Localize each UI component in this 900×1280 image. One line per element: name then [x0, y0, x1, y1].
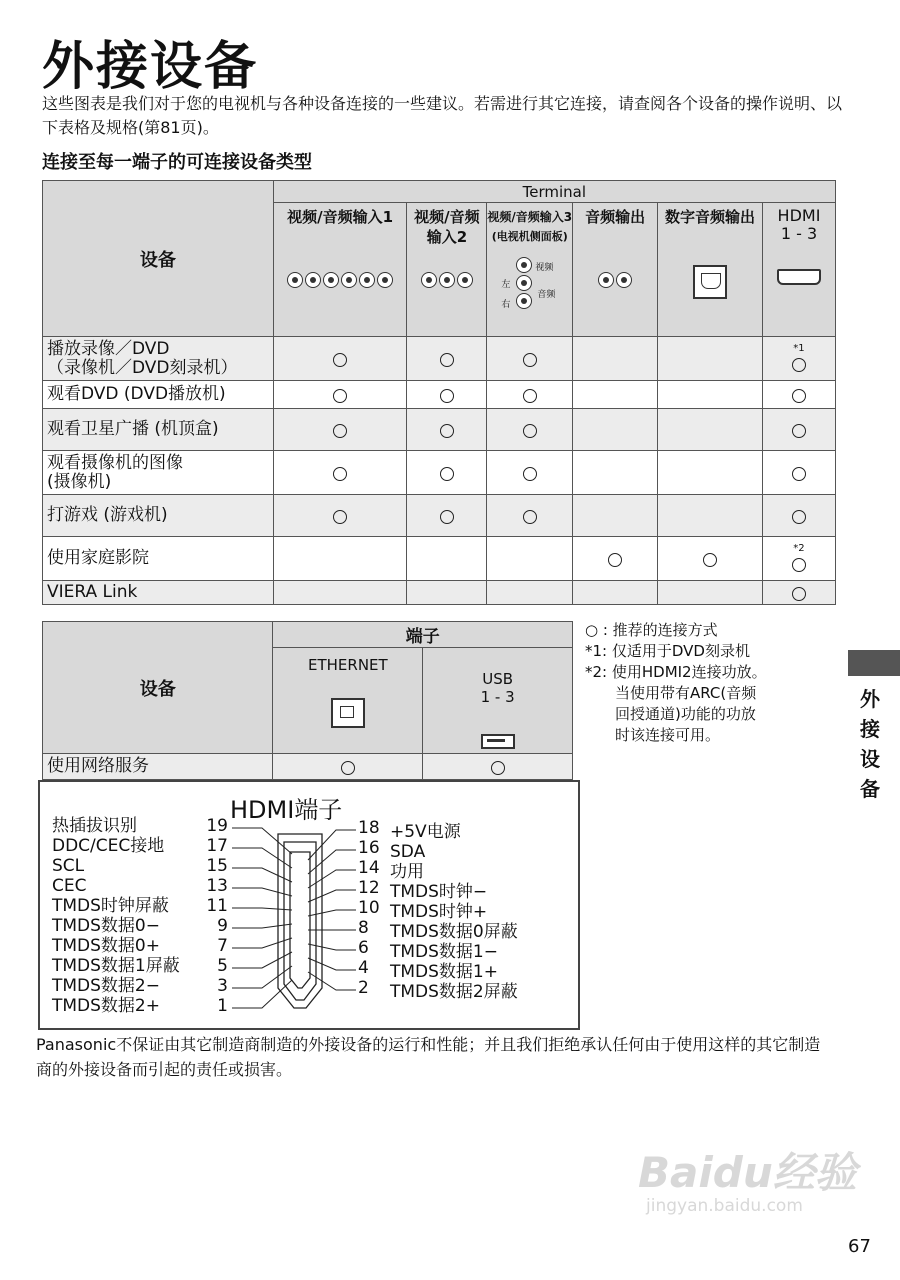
hdmi-pin-lead [232, 938, 292, 948]
hdmi-pin-number: 19 [206, 816, 228, 836]
hdmi-pin-label: TMDS数据2+ [52, 996, 160, 1016]
hdmi-pin-number: 17 [206, 836, 228, 856]
hdmi-pinout-box [38, 780, 580, 1030]
hdmi-pin-number: 3 [217, 976, 228, 996]
footnote-marker: *2 [793, 543, 805, 554]
page-number: 67 [848, 1236, 871, 1257]
table-row [43, 381, 836, 409]
hdmi-pin-label: TMDS数据2− [52, 976, 160, 996]
cell-mark [573, 495, 658, 537]
cell-mark [762, 337, 835, 381]
recommended-circle-icon [333, 510, 347, 524]
hdmi-pin-lead [232, 828, 292, 854]
cell-mark [273, 754, 423, 780]
recommended-circle-icon [440, 510, 454, 524]
hdmi-title: HDMI端子 [230, 796, 343, 824]
hdmi-pin-lead [232, 848, 292, 868]
cell-mark [273, 381, 407, 409]
recommended-circle-icon [608, 553, 622, 567]
legend-line: *2: 使用HDMI2连接功放。 [585, 663, 767, 681]
hdmi-pin-label: TMDS数据2屏蔽 [390, 982, 518, 1002]
table-row [43, 495, 836, 537]
cell-mark [487, 451, 573, 495]
av-in-1-jacks-icon [274, 269, 407, 289]
cell-mark [273, 581, 407, 605]
cell-mark [762, 451, 835, 495]
hdmi-pin-label: +5V电源 [390, 822, 461, 842]
terminal-header: Terminal [273, 181, 835, 203]
cell-mark [273, 409, 407, 451]
cell-mark [487, 409, 573, 451]
hdmi-pin-number: 4 [358, 958, 369, 978]
col-av-in-2: 视频/音频输入2 [407, 203, 487, 337]
legend-line: *1: 仅适用于DVD刻录机 [585, 642, 750, 660]
hdmi-pin-lead [232, 966, 292, 988]
legend-line: 时该连接可用。 [615, 726, 721, 744]
cell-mark [423, 754, 573, 780]
row-device-label: 使用网络服务 [43, 754, 273, 780]
network-table [42, 621, 573, 780]
usb-port-icon [481, 734, 515, 749]
disclaimer: Panasonic不保证由其它制造商制造的外接设备的运行和性能；并且我们拒绝承认任何由于使用这样的其它制造商的外接设备而引起的责任或损害。 [36, 1035, 821, 1079]
hdmi-pin-label: TMDS数据0屏蔽 [390, 922, 518, 942]
hdmi-pin-label: SDA [390, 842, 426, 862]
hdmi-pin-lead [232, 924, 292, 928]
table-row [43, 451, 836, 495]
hdmi-pin-label: 功用 [390, 862, 424, 882]
recommended-circle-icon [792, 389, 806, 403]
connection-table [42, 180, 836, 605]
col-ethernet: ETHERNET [273, 648, 423, 754]
cell-mark [407, 337, 487, 381]
cell-mark [407, 381, 487, 409]
recommended-circle-icon [523, 353, 537, 367]
side-tab-label: 外 接 设 备 [860, 687, 880, 801]
cell-mark [658, 381, 763, 409]
row-device-label: 观看DVD (DVD播放机) [43, 381, 274, 409]
cell-mark [273, 495, 407, 537]
col-usb: USB 1 - 3 [423, 648, 573, 754]
baidu-watermark-logo: Baidu经验 [638, 1148, 857, 1197]
col-av-in-1: 视频/音频输入1 [273, 203, 407, 337]
recommended-circle-icon [440, 353, 454, 367]
recommended-circle-icon [792, 558, 806, 572]
cell-mark [658, 537, 763, 581]
cell-mark [407, 581, 487, 605]
hdmi-pin-number: 9 [217, 916, 228, 936]
recommended-circle-icon [341, 761, 355, 775]
cell-mark [487, 581, 573, 605]
col-hdmi: HDMI 1 - 3 [762, 203, 835, 337]
hdmi-pin-number: 10 [358, 898, 380, 918]
intro-text: 这些图表是我们对于您的电视机与各种设备连接的一些建议。若需进行其它连接，请查阅各个设备的操作说明、以下表格及规格(第81页)。 [42, 94, 843, 137]
legend-line: 回授通道)功能的功放 [615, 705, 756, 723]
av-in-3-jacks-icon: 视频 左 右 音频 [487, 255, 572, 311]
row-device-label: 打游戏 (游戏机) [43, 495, 274, 537]
cell-mark [762, 581, 835, 605]
ethernet-port-icon [331, 698, 365, 728]
row-device-label: 观看卫星广播 (机顶盒) [43, 409, 274, 451]
hdmi-pin-number: 6 [358, 938, 369, 958]
hdmi-pin-number: 18 [358, 818, 380, 838]
row-device-label: 使用家庭影院 [43, 537, 274, 581]
row-device-label: VIERA Link [43, 581, 274, 605]
recommended-circle-icon [703, 553, 717, 567]
recommended-circle-icon [523, 389, 537, 403]
hdmi-pin-number: 15 [206, 856, 228, 876]
row-device-label: 播放录像／DVD （录像机／DVD刻录机） [43, 337, 274, 381]
cell-mark [273, 537, 407, 581]
cell-mark [487, 337, 573, 381]
cell-mark [407, 451, 487, 495]
hdmi-pin-lead [232, 908, 292, 910]
table-row [43, 581, 836, 605]
legend-line: ○ : 推荐的连接方式 [585, 621, 718, 639]
cell-mark [273, 451, 407, 495]
hdmi-pin-number: 5 [217, 956, 228, 976]
recommended-circle-icon [333, 353, 347, 367]
hdmi-pin-lead [308, 870, 356, 888]
cell-mark [658, 495, 763, 537]
cell-mark [573, 537, 658, 581]
hdmi-pin-lead [232, 888, 292, 896]
net-device-header: 设备 [43, 622, 273, 754]
cell-mark [407, 409, 487, 451]
recommended-circle-icon [523, 424, 537, 438]
hdmi-pin-number: 8 [358, 918, 369, 938]
recommended-circle-icon [792, 587, 806, 601]
recommended-circle-icon [792, 424, 806, 438]
recommended-circle-icon [333, 424, 347, 438]
hdmi-pin-number: 14 [358, 858, 380, 878]
footnote-marker: *1 [793, 343, 805, 354]
table-row [43, 409, 836, 451]
hdmi-pin-label: TMDS时钟+ [390, 902, 488, 922]
cell-mark [762, 409, 835, 451]
col-audio-out: 音频输出 [573, 203, 658, 337]
cell-mark [573, 337, 658, 381]
recommended-circle-icon [440, 424, 454, 438]
cell-mark [573, 451, 658, 495]
hdmi-pin-number: 16 [358, 838, 380, 858]
hdmi-port-icon [763, 269, 835, 290]
hdmi-pin-label: TMDS数据1屏蔽 [52, 956, 180, 976]
table-row [43, 754, 573, 780]
cell-mark [762, 537, 835, 581]
cell-mark [407, 495, 487, 537]
recommended-circle-icon [491, 761, 505, 775]
hdmi-pin-lead [308, 890, 356, 902]
net-terminal-header: 端子 [273, 622, 573, 648]
cell-mark [487, 381, 573, 409]
cell-mark [573, 409, 658, 451]
av-in-2-jacks-icon [407, 269, 486, 289]
cell-mark [573, 381, 658, 409]
recommended-circle-icon [440, 389, 454, 403]
recommended-circle-icon [333, 467, 347, 481]
recommended-circle-icon [792, 510, 806, 524]
cell-mark [658, 581, 763, 605]
hdmi-pin-lead [308, 958, 356, 970]
recommended-circle-icon [792, 358, 806, 372]
recommended-circle-icon [440, 467, 454, 481]
page-title: 外接设备 [42, 37, 259, 97]
hdmi-pin-label: DDC/CEC接地 [52, 836, 165, 856]
recommended-circle-icon [523, 467, 537, 481]
hdmi-pin-label: TMDS时钟− [390, 882, 488, 902]
hdmi-pin-lead [308, 910, 356, 916]
hdmi-pin-lead [232, 952, 292, 968]
hdmi-pin-number: 12 [358, 878, 380, 898]
legend [585, 620, 767, 746]
col-digital-audio-out: 数字音频输出 [658, 203, 763, 337]
col-av-in-3: 视频/音频输入3 (电视机侧面板) 视频 左 右 音频 [487, 203, 573, 337]
hdmi-pin-label: CEC [52, 876, 87, 896]
hdmi-pin-lead [308, 944, 356, 950]
side-tab-bar [848, 650, 900, 676]
hdmi-pin-number: 13 [206, 876, 228, 896]
hdmi-pin-label: SCL [52, 856, 85, 876]
hdmi-pin-label: TMDS数据0− [52, 916, 160, 936]
hdmi-pin-number: 2 [358, 978, 369, 998]
hdmi-pin-lead [232, 868, 292, 882]
recommended-circle-icon [792, 467, 806, 481]
optical-port-icon [658, 265, 762, 304]
section-subtitle: 连接至每一端子的可连接设备类型 [42, 152, 312, 173]
row-device-label: 观看摄像机的图像 (摄像机) [43, 451, 274, 495]
cell-mark [658, 337, 763, 381]
hdmi-pin-lead [308, 972, 356, 990]
hdmi-connector-diagram [40, 782, 578, 1028]
cell-mark [407, 537, 487, 581]
hdmi-pin-label: TMDS数据1− [390, 942, 498, 962]
cell-mark [487, 495, 573, 537]
hdmi-pin-label: TMDS时钟屏蔽 [52, 896, 169, 916]
hdmi-pin-number: 7 [217, 936, 228, 956]
recommended-circle-icon [333, 389, 347, 403]
hdmi-pin-label: 热插拔识别 [52, 816, 137, 836]
table-row [43, 537, 836, 581]
table-row [43, 337, 836, 381]
hdmi-pin-number: 1 [217, 996, 228, 1016]
hdmi-pin-label: TMDS数据0+ [52, 936, 160, 956]
cell-mark [487, 537, 573, 581]
device-header: 设备 [43, 181, 274, 337]
cell-mark [658, 451, 763, 495]
cell-mark [762, 381, 835, 409]
cell-mark [273, 337, 407, 381]
watermark-url: jingyan.baidu.com [646, 1196, 803, 1216]
recommended-circle-icon [523, 510, 537, 524]
legend-line: 当使用带有ARC(音频 [615, 684, 757, 702]
cell-mark [573, 581, 658, 605]
audio-out-jacks-icon [573, 269, 657, 289]
cell-mark [658, 409, 763, 451]
hdmi-pin-label: TMDS数据1+ [390, 962, 498, 982]
hdmi-pin-number: 11 [206, 896, 228, 916]
cell-mark [762, 495, 835, 537]
